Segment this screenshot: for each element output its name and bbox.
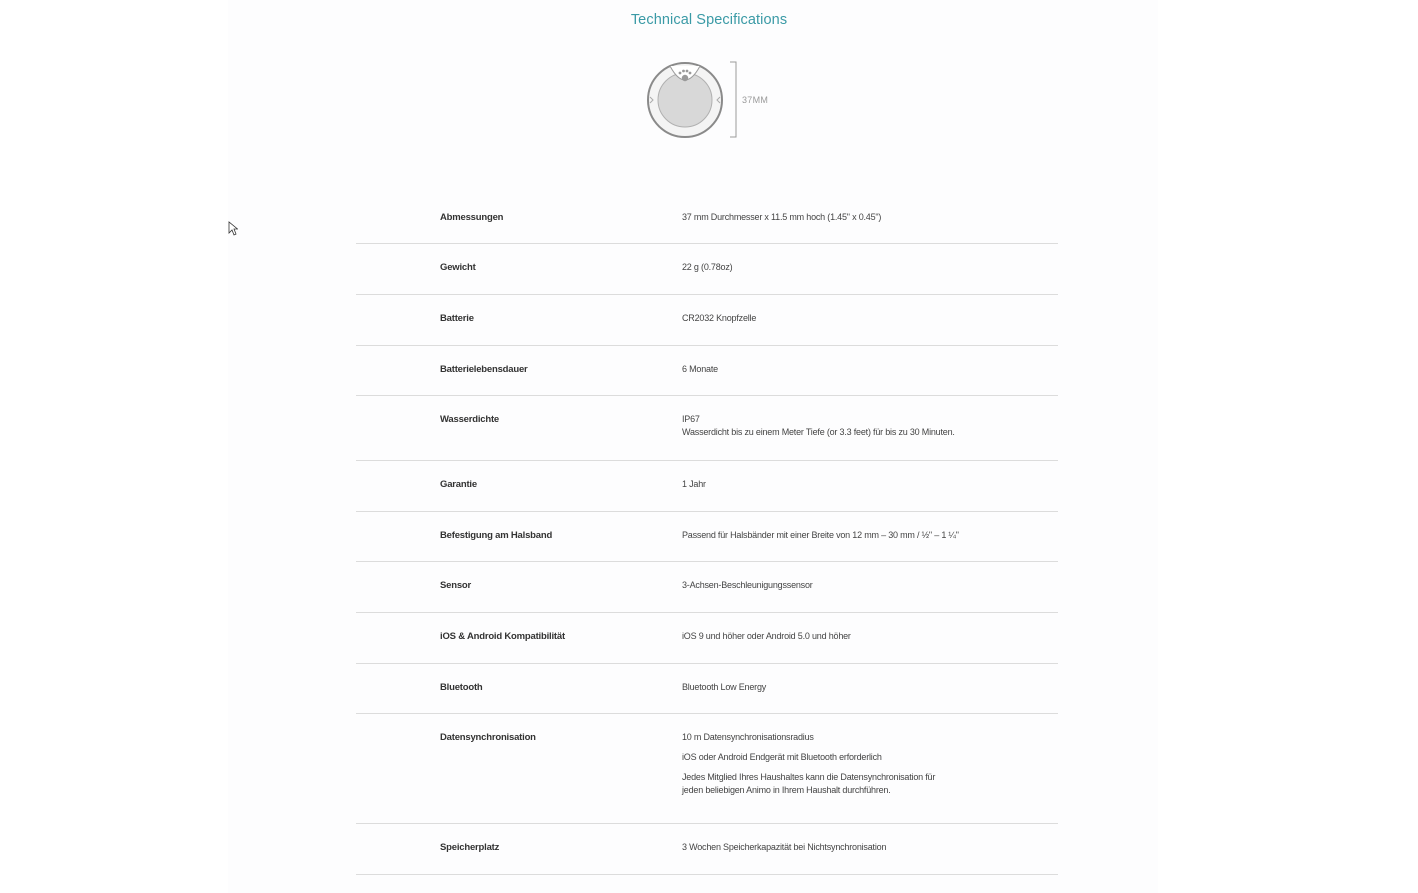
spec-value-line: 22 g (0.78oz) — [682, 262, 733, 272]
spec-value — [682, 529, 982, 542]
dimension-bracket — [730, 62, 736, 137]
spec-value-line: 3 Wochen Speicherkapazität bei Nichtsynchronisation — [682, 842, 887, 852]
spec-value-line: Bluetooth Low Energy — [682, 682, 767, 692]
spec-value — [682, 630, 982, 643]
spec-value — [682, 363, 982, 376]
spec-row — [356, 664, 1058, 714]
spec-value — [682, 478, 982, 491]
spec-label: iOS & Android Kompatibilität — [440, 631, 565, 642]
spec-row — [356, 461, 1058, 512]
spec-value-line: 1 Jahr — [682, 479, 706, 489]
spec-value-line: iOS 9 und höher oder Android 5.0 und höher — [682, 631, 851, 641]
spec-value-line: 6 Monate — [682, 364, 718, 374]
spec-value-paragraph: 10 m Datensynchronisationsradius — [682, 732, 814, 742]
spec-value — [682, 841, 982, 854]
spec-row — [356, 613, 1058, 664]
spec-label: Garantie — [440, 479, 477, 490]
spec-label: Bluetooth — [440, 682, 483, 693]
spec-label: Wasserdichte — [440, 414, 500, 425]
spec-label: Datensynchronisation — [440, 732, 536, 743]
spec-row — [356, 295, 1058, 346]
spec-row — [356, 346, 1058, 396]
spec-value — [682, 579, 982, 592]
spec-row — [356, 244, 1058, 295]
spec-value — [682, 681, 982, 694]
mouse-cursor-icon — [228, 221, 238, 237]
spec-row — [356, 714, 1058, 824]
spec-value — [682, 312, 982, 325]
spec-row — [356, 512, 1058, 562]
page-title: Technical Specifications — [630, 12, 788, 28]
spec-value — [682, 413, 982, 439]
spec-label: Befestigung am Halsband — [440, 530, 553, 541]
spec-label: Batterielebensdauer — [440, 364, 528, 375]
spec-value-line: Wasserdicht bis zu einem Meter Tiefe (or 3.3 feet) für bis zu 30 Minuten. — [682, 427, 955, 437]
spec-value-line: CR2032 Knopfzelle — [682, 313, 757, 323]
spec-value-paragraph: Jedes Mitglied Ihres Haushaltes kann die Datensynchronisation für jeden beliebigen Animo in Ihrem Haushalt durchführen. — [682, 772, 936, 795]
spec-label: Abmessungen — [440, 212, 504, 223]
spec-value — [682, 211, 982, 224]
spec-label: Gewicht — [440, 262, 476, 273]
spec-value-line: Passend für Halsbänder mit einer Breite von 12 mm – 30 mm / ½" – 1 ¼" — [682, 530, 959, 540]
spec-row — [356, 562, 1058, 613]
spec-row — [356, 824, 1058, 875]
spec-value-line: 37 mm Durchmesser x 11.5 mm hoch (1.45" x 0.45") — [682, 212, 882, 222]
spec-value-paragraph: iOS oder Android Endgerät mit Bluetooth erforderlich — [682, 752, 882, 762]
spec-label: Batterie — [440, 313, 474, 324]
spec-label: Speicherplatz — [440, 842, 500, 853]
spec-label: Sensor — [440, 580, 472, 591]
spec-value — [682, 731, 982, 797]
spec-value-line: IP67 — [682, 414, 700, 424]
spec-value — [682, 261, 982, 274]
dimension-label: 37MM — [742, 95, 769, 105]
spec-row — [356, 396, 1058, 461]
specs-table — [356, 192, 1058, 875]
spec-row — [356, 192, 1058, 244]
spec-value-line: 3-Achsen-Beschleunigungssensor — [682, 580, 813, 590]
